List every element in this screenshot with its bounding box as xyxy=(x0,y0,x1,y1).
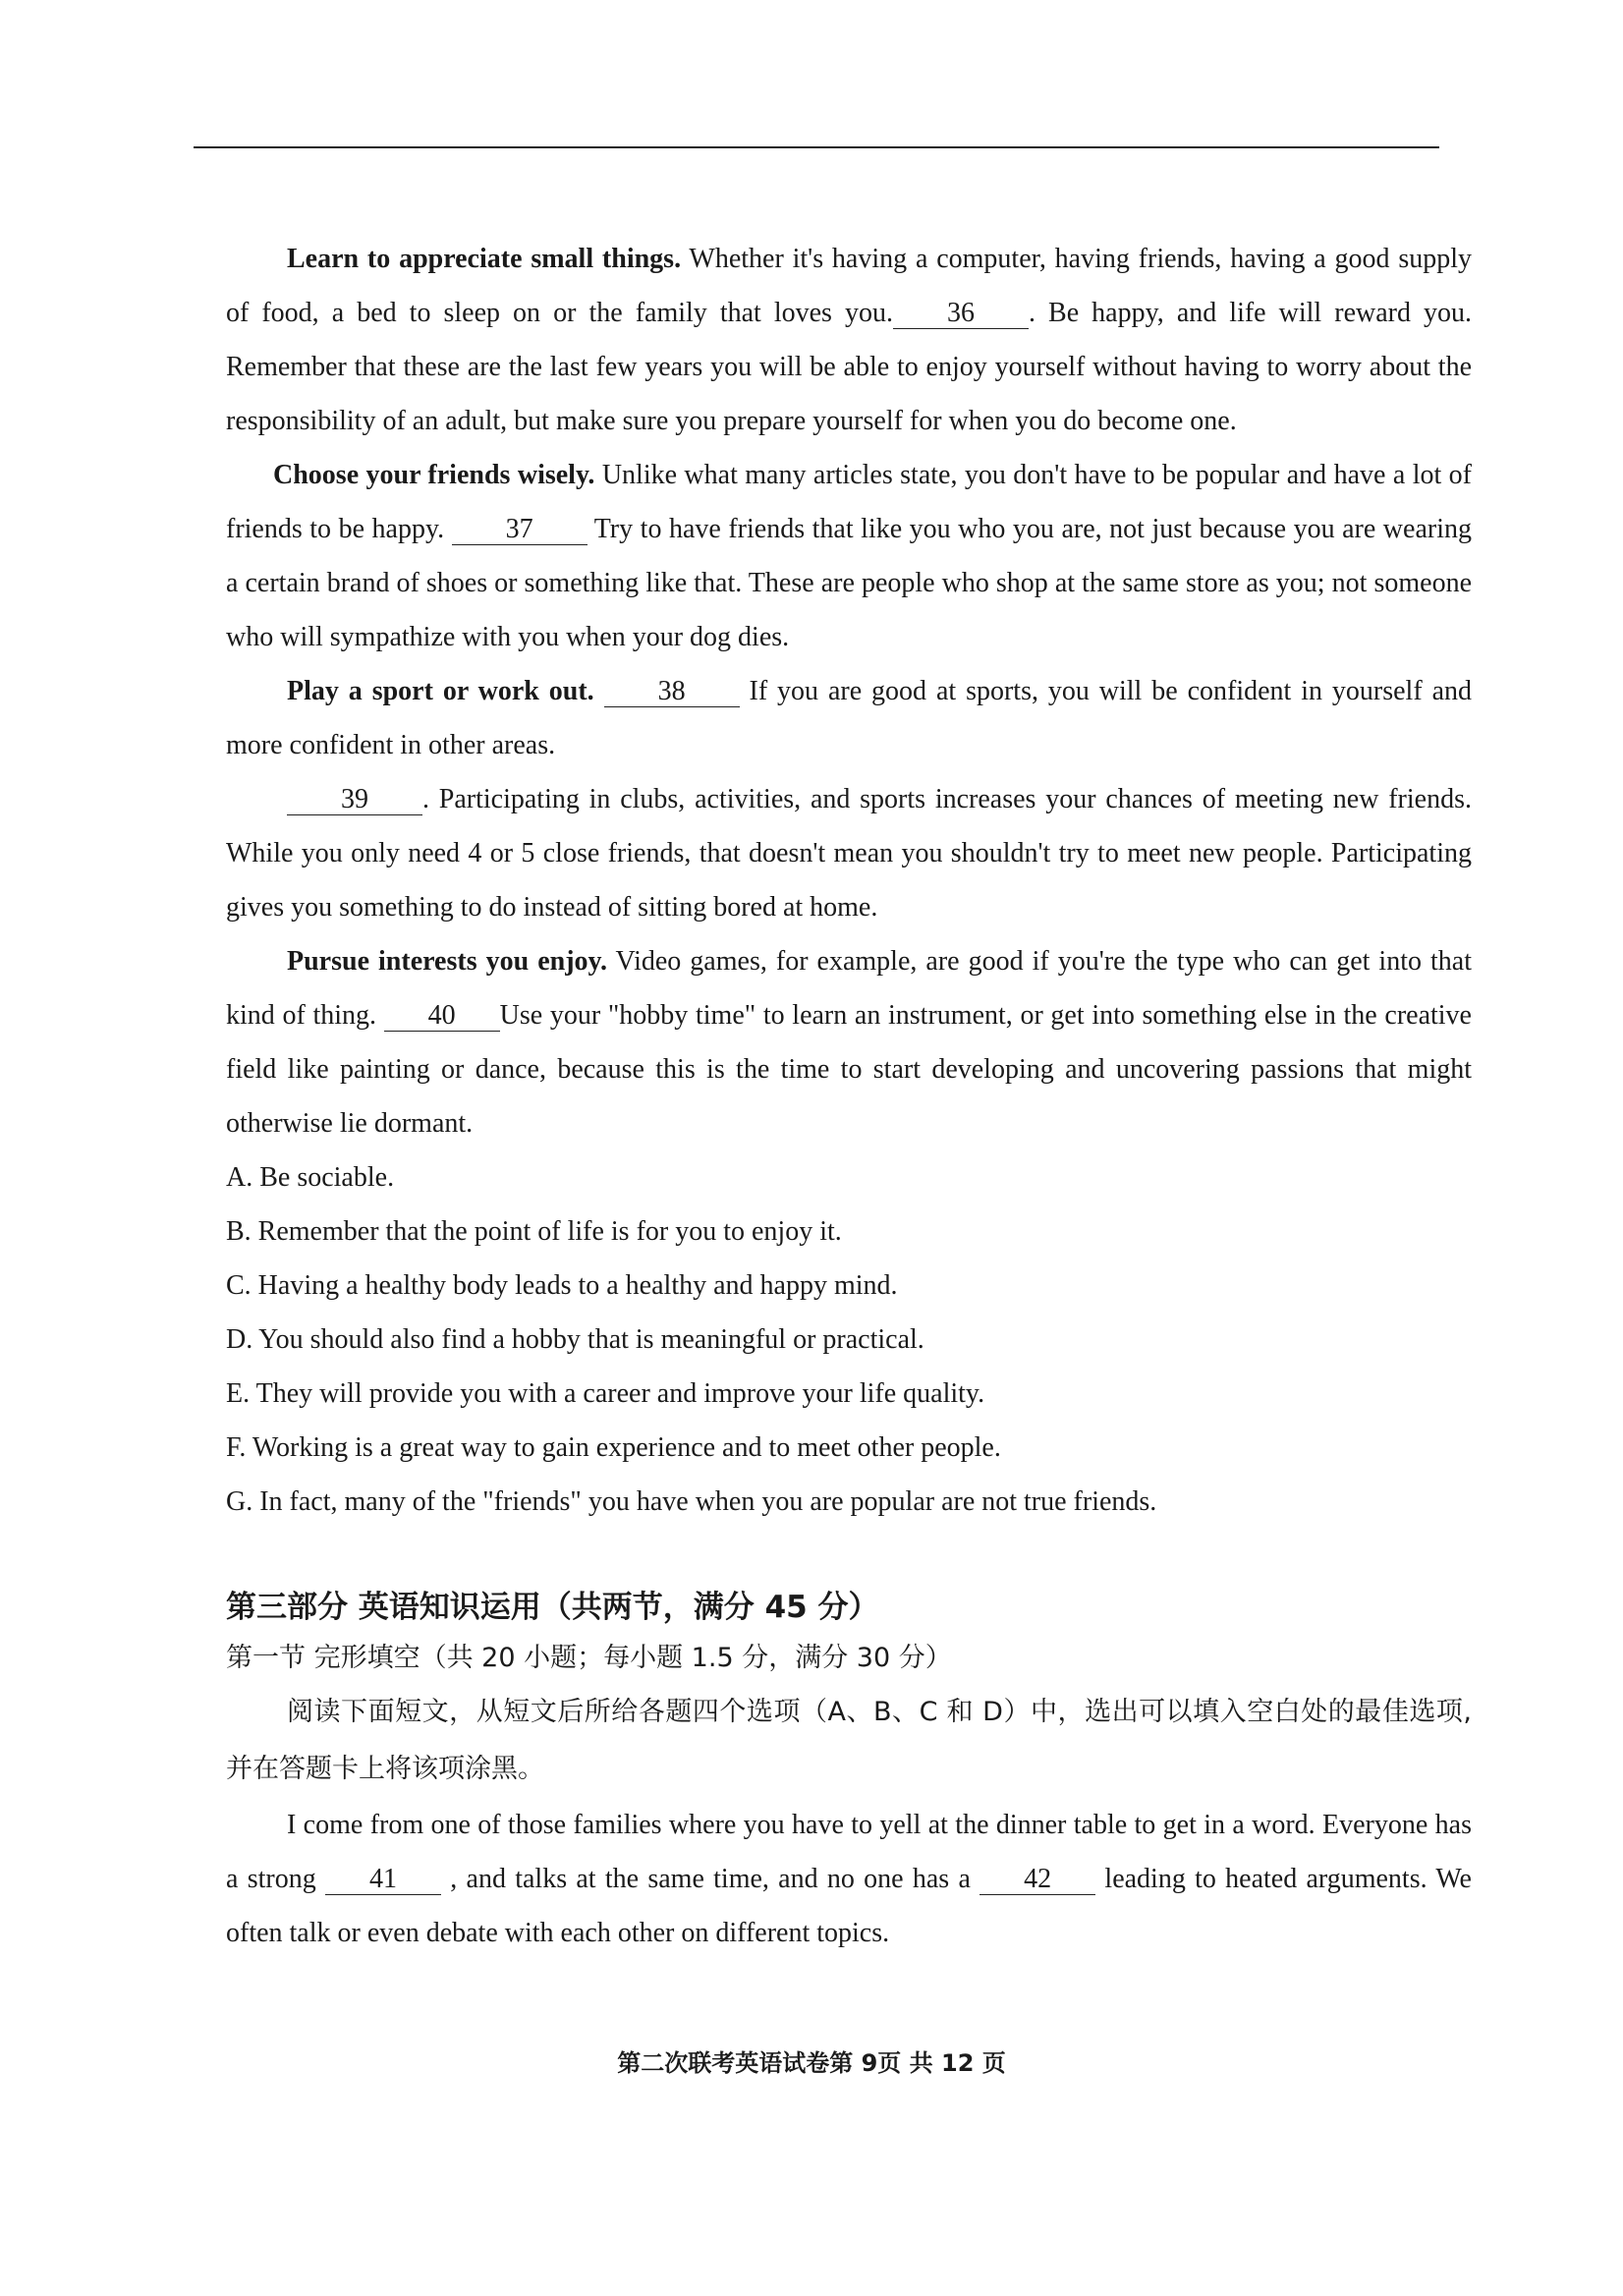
blank-42: 42 xyxy=(979,1865,1095,1895)
blank-40: 40 xyxy=(384,1001,500,1032)
option-c: C. Having a healthy body leads to a healthy and happy mind. xyxy=(226,1270,898,1301)
part3-title: 第三部分 英语知识运用（共两节，满分 45 分） xyxy=(226,1590,879,1625)
option-b: B. Remember that the point of life is for you to enjoy it. xyxy=(226,1216,842,1247)
blank-41: 41 xyxy=(325,1865,441,1895)
page-footer: 第二次联考英语试卷第 9页 共 12 页 xyxy=(617,2049,1006,2077)
option-a: A. Be sociable. xyxy=(226,1162,395,1193)
paragraph-interests: Pursue interests you enjoy. Video games, for example, are good if you're the type who can get into that kind of thing. 40 Use your "hobby time" to learn an instrument, or get into something else in the creative field like painting or dance, because this is the time to start developing and uncovering passions that might otherwise lie dormant. xyxy=(226,946,1473,1139)
cloze-passage: I come from one of those families where you have to yell at the dinner table to get in a word. Everyone has a strong 41 , and talks at the same time, and no one has a 42 leading to heated arguments. We often talk or even debate with each other on different topics. xyxy=(226,1810,1472,1948)
option-d: D. You should also find a hobby that is meaningful or practical. xyxy=(226,1324,924,1355)
option-f: F. Working is a great way to gain experience and to meet other people. xyxy=(226,1432,1001,1463)
blank-39: 39 xyxy=(287,785,422,815)
page-content xyxy=(226,232,1472,1960)
blank-38: 38 xyxy=(604,677,740,707)
instructions: 阅读下面短文，从短文后所给各题四个选项（A、B、C 和 D）中，选出可以填入空白处的最佳选项,并在答题卡上将该项涂黑。 xyxy=(226,1697,1472,1784)
paragraph-lead: Learn to appreciate small things. xyxy=(287,244,682,274)
paragraph-sport: Play a sport or work out. 38 If you are good at sports, you will be confident in yourself and more confident in other areas. xyxy=(226,676,1472,760)
blank-37: 37 xyxy=(452,515,588,545)
paragraph-small-things: Learn to appreciate small things. Whether it's having a computer, having friends, having a good supply of food, a bed to sleep on or the family that loves you. 36 . Be happy, and life will reward you. Remember that these are the last few years you will be able to enjoy yourself without having to worry about the responsibility of an adult, but make sure you prepare yourself for when you do become one. xyxy=(226,244,1473,436)
paragraph-participate: 39 . Participating in clubs, activities, and sports increases your chances of meeting new friends. While you only need 4 or 5 close friends, that doesn't mean you shouldn't try to meet new people. Participating gives you something to do instead of sitting bored at home. xyxy=(226,784,1472,923)
header-rule xyxy=(194,146,1439,148)
paragraph-friends: Choose your friends wisely. Unlike what many articles state, you don't have to be popular and have a lot of friends to be happy. 37 Try to have friends that like you who you are, not just because you are wearing a certain brand of shoes or something like that. These are people who shop at the same store as you; not someone who will sympathize with you when your dog dies. xyxy=(226,460,1472,652)
section1-title: 第一节 完形填空（共 20 小题；每小题 1.5 分，满分 30 分） xyxy=(226,1643,952,1673)
paragraph-lead: Choose your friends wisely. xyxy=(273,460,595,490)
blank-36: 36 xyxy=(893,299,1029,329)
paragraph-lead: Pursue interests you enjoy. xyxy=(287,946,608,977)
option-g: G. In fact, many of the "friends" you have when you are popular are not true friends. xyxy=(226,1486,1157,1517)
option-e: E. They will provide you with a career and improve your life quality. xyxy=(226,1378,985,1409)
paragraph-lead: Play a sport or work out. xyxy=(287,676,594,706)
answer-options xyxy=(226,1150,1472,1529)
